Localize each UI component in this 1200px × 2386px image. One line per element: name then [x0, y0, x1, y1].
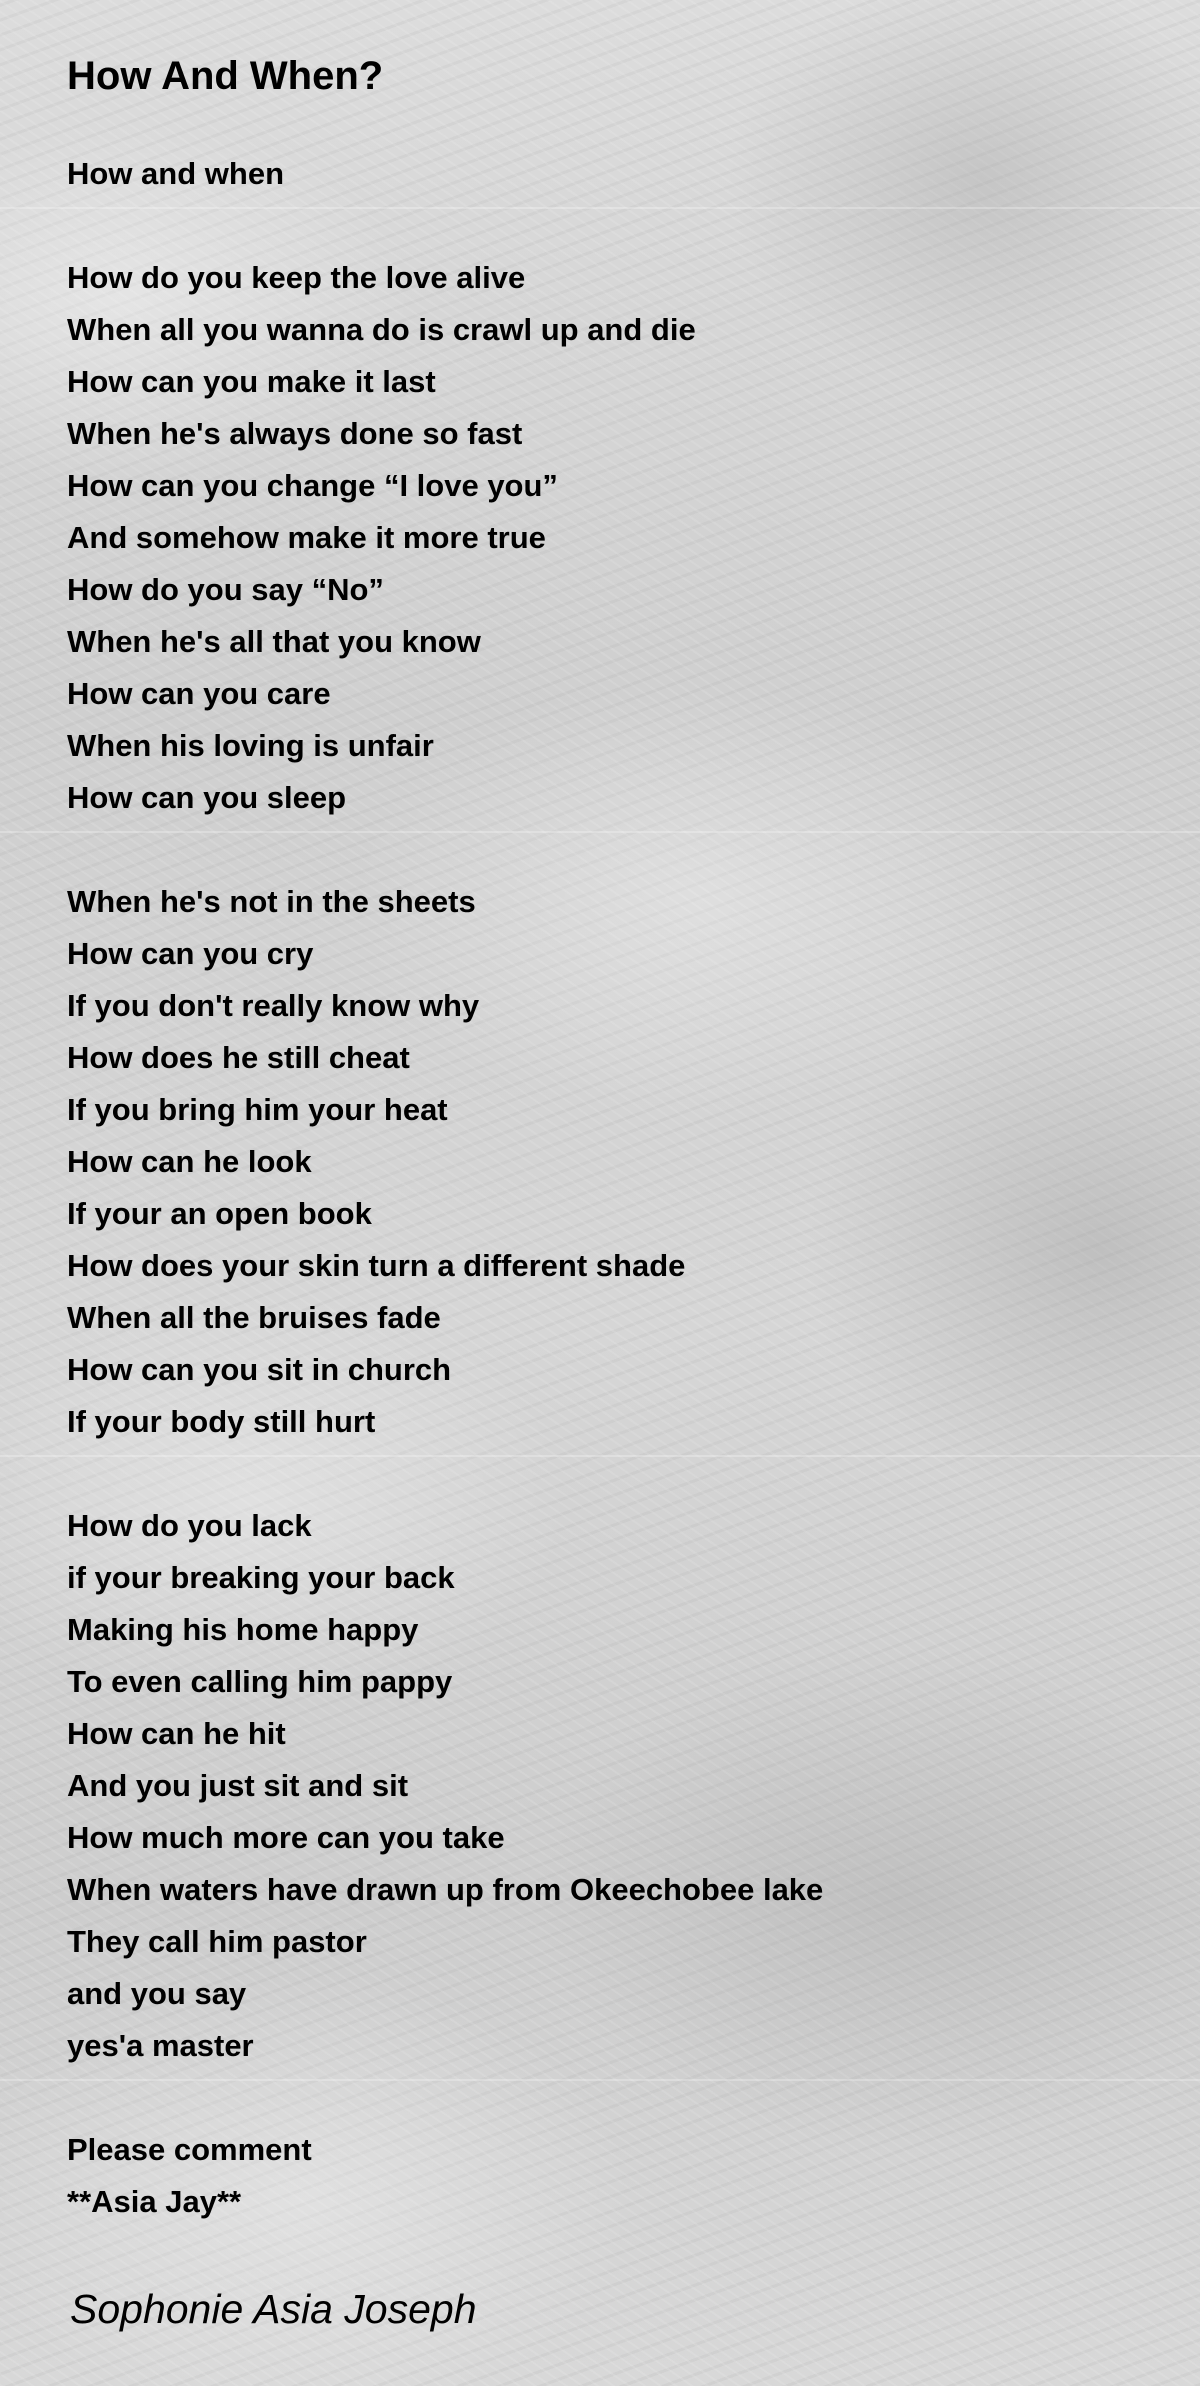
poem-line: If your an open book [67, 1196, 372, 1231]
poem-line: How much more can you take [67, 1820, 505, 1855]
stanza [67, 876, 823, 1448]
poem-line: How do you keep the love alive [67, 260, 526, 295]
poem-line: How can he look [67, 1144, 312, 1179]
poem-line: How can you cry [67, 936, 314, 971]
poem-line: and you say [67, 1976, 247, 2011]
poem-line: When he's always done so fast [67, 416, 523, 451]
stanza [67, 148, 823, 200]
poem-line: If you don't really know why [67, 988, 480, 1023]
poem-line: How can you make it last [67, 364, 436, 399]
poem-line: Making his home happy [67, 1612, 419, 1647]
poem-line: How and when [67, 156, 284, 191]
stanza [67, 2124, 823, 2228]
poem-line: To even calling him pappy [67, 1664, 453, 1699]
poem-line: How can you care [67, 676, 331, 711]
poem-line: How does he still cheat [67, 1040, 410, 1075]
poem-line: How do you lack [67, 1508, 312, 1543]
poem-line: Please comment [67, 2132, 312, 2167]
poem-line: How can you sleep [67, 780, 347, 815]
poem-line: When his loving is unfair [67, 728, 434, 763]
poem-author: Sophonie Asia Joseph [70, 2286, 477, 2332]
poem-line: How can you change “I love you” [67, 468, 558, 503]
poem-line: And you just sit and sit [67, 1768, 409, 1803]
poem-title: How And When? [67, 54, 384, 98]
poem-line: If you bring him your heat [67, 1092, 448, 1127]
poem-line: If your body still hurt [67, 1404, 376, 1439]
stanza [67, 1500, 823, 2072]
poem-line: When waters have drawn up from Okeechobee lake [67, 1872, 824, 1907]
poem-line: When all the bruises fade [67, 1300, 441, 1335]
poem-line: When all you wanna do is crawl up and die [67, 312, 696, 347]
poem-line: How do you say “No” [67, 572, 384, 607]
poem-line: When he's not in the sheets [67, 884, 476, 919]
poem-line: **Asia Jay** [67, 2184, 242, 2219]
poem-body [67, 148, 823, 2228]
poem-line: How can you sit in church [67, 1352, 452, 1387]
poem-line: if your breaking your back [67, 1560, 455, 1595]
poem-line: When he's all that you know [67, 624, 481, 659]
poem-line: How does your skin turn a different shade [67, 1248, 686, 1283]
stanza [67, 252, 823, 824]
poem-line: They call him pastor [67, 1924, 367, 1959]
poem-line: yes'a master [67, 2028, 254, 2063]
poem-line: How can he hit [67, 1716, 286, 1751]
poem-line: And somehow make it more true [67, 520, 546, 555]
